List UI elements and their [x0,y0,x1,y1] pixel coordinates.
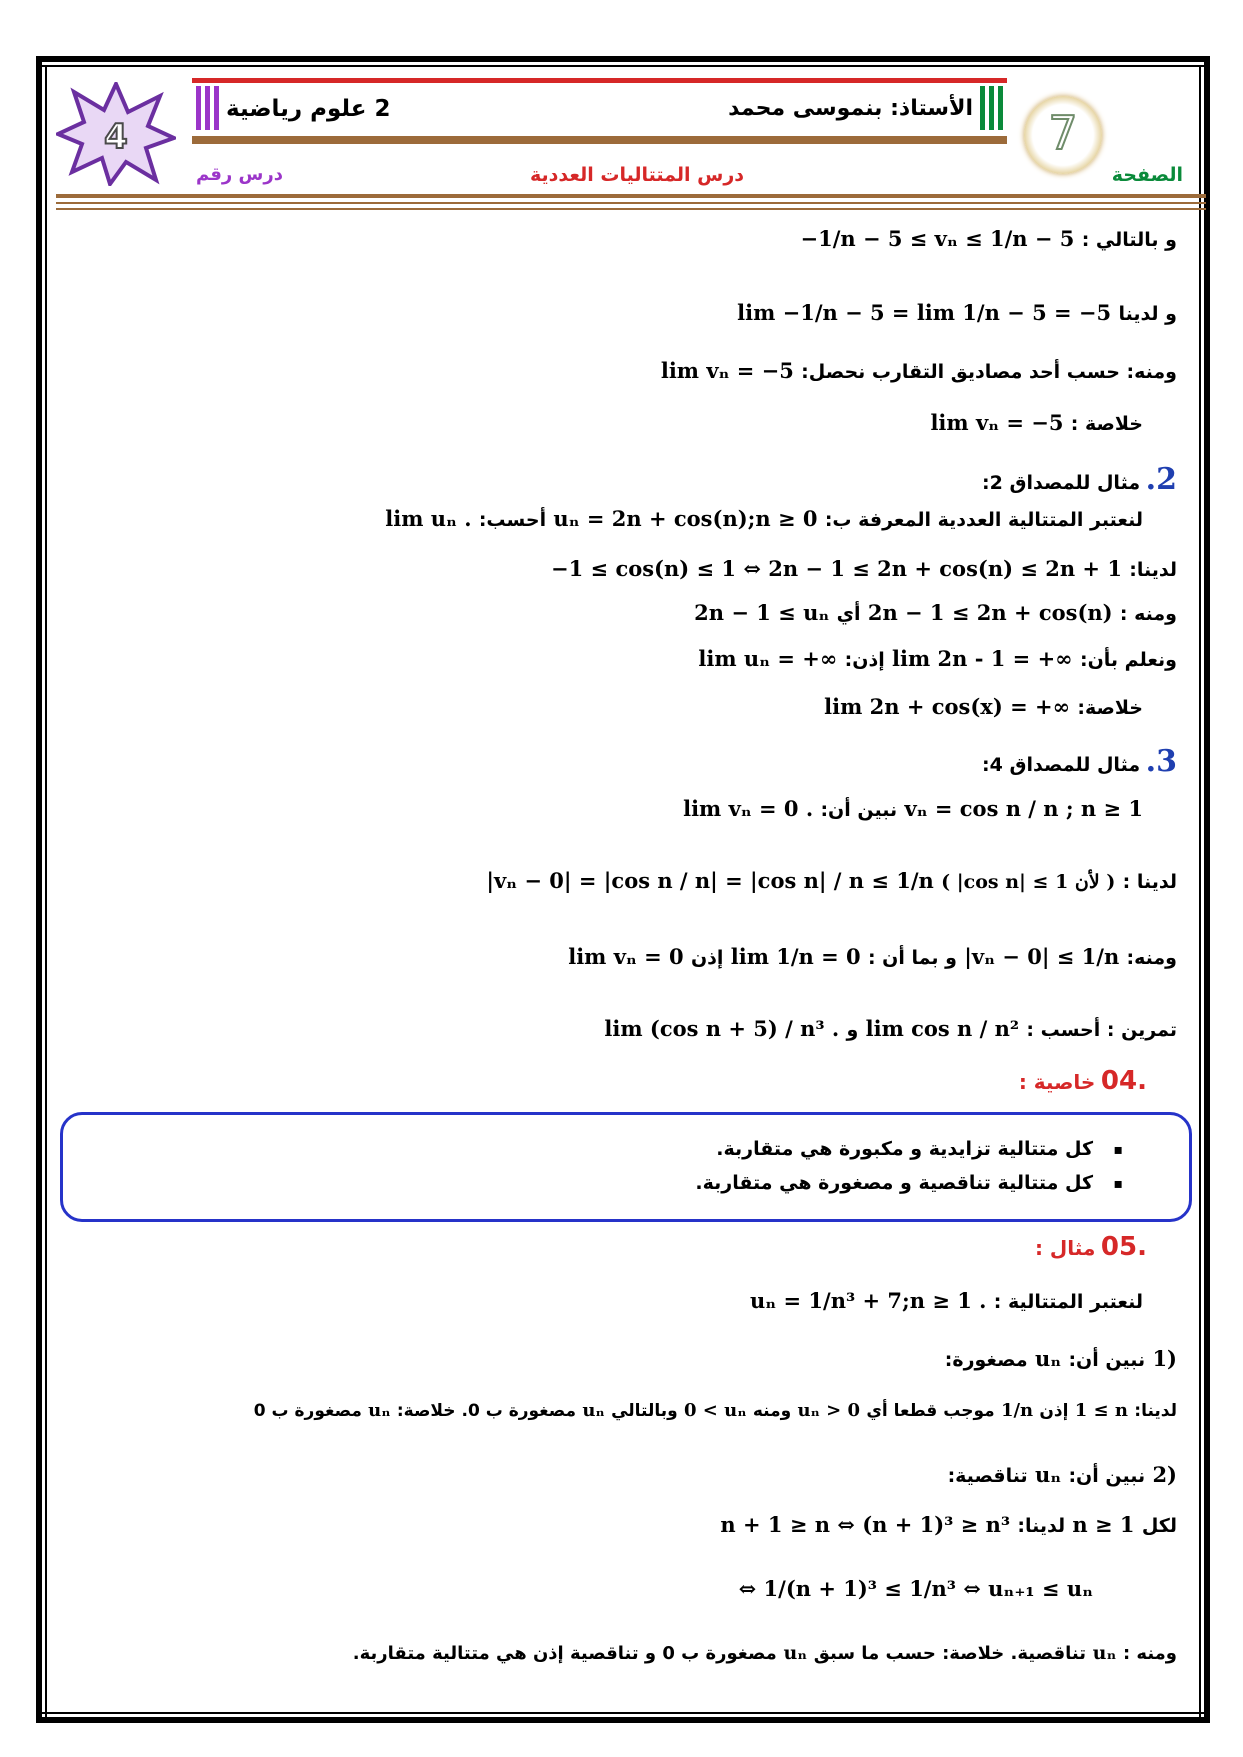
property-box [60,1112,1192,1222]
content-line: خلاصة: lim 2n + cos(x) = +∞ [824,694,1143,719]
section-heading-property: .04 خاصية : [1018,1066,1147,1096]
teacher-label: الأستاذ: بنموسى محمد [728,96,973,121]
green-stripes-decoration [980,86,1003,130]
frame-right-thin [1199,65,1201,1717]
frame-right [1204,56,1210,1723]
content-line: ومنه: |vₙ − 0| ≤ 1/n و بما أن : lim 1/n = 0 إذن lim vₙ = 0 [568,944,1177,969]
content-line: vₙ = cos n / n ; n ≥ 1 نبين أن: lim vₙ = 0 . [683,796,1143,821]
frame-left-thin [45,65,47,1717]
subsection-heading: 2. مثال للمصداق 2: [982,462,1177,497]
page-label: الصفحة [1111,164,1183,186]
content-line: و لدينا lim −1/n − 5 = lim 1/n − 5 = −5 [737,300,1177,325]
content-line: ومنه: حسب أحد مصاديق التقارب نحصل: lim vₙ = −5 [660,358,1177,383]
lesson-title: درس المتتاليات العددية [530,164,745,186]
content-line: تمرين : أحسب : lim cos n / n² و lim (cos n + 5) / n³ . [604,1016,1177,1041]
section-heading-example: .05 مثال : [1034,1232,1147,1262]
content-line: لنعتبر المتتالية : uₙ = 1/n³ + 7;n ≥ 1 . [750,1288,1143,1313]
content-line: ومنه : 2n − 1 ≤ 2n + cos(n) أي 2n − 1 ≤ uₙ [694,600,1177,625]
purple-stripes-decoration [196,86,219,130]
grade-label: 2 علوم رياضية [226,96,391,122]
content-line: لدينا: −1 ≤ cos(n) ≤ 1 ⇔ 2n − 1 ≤ 2n + cos(n) ≤ 2n + 1 [551,556,1177,581]
frame-left [36,56,42,1723]
frame-bottom-thick [36,1717,1210,1723]
content-line: 2) نبين أن: uₙ تناقصية: [947,1462,1177,1487]
header-red-bar [192,78,1007,83]
lesson-number-label: درس رقم [196,164,283,185]
header-brown-rule [56,202,1206,204]
header-brown-rule [56,208,1206,210]
lesson-number: 4 [104,117,128,157]
content-line: لدينا : ( |cos n| ≤ 1 لأن ) |vₙ − 0| = |cos n / n| = |cos n| / n ≤ 1/n [486,868,1177,893]
content-line: 1) نبين أن: uₙ مصغورة: [944,1346,1177,1371]
subsection-heading: 3. مثال للمصداق 4: [982,744,1177,779]
frame-bottom-thin [36,1712,1210,1714]
page-number: 7 [1048,106,1078,160]
box-item: ▪ كل متتالية تزايدية و مكبورة هي متقاربة. [716,1138,1093,1160]
content-line: لنعتبر المتتالية العددية المعرفة ب: uₙ = 2n + cos(n);n ≥ 0 أحسب: lim uₙ . [385,506,1143,531]
frame-top-thick [36,56,1210,62]
content-line: لكل n ≥ 1 لدينا: n + 1 ≥ n ⇔ (n + 1)³ ≥ n³ [720,1512,1177,1537]
header-brown-bar [192,136,1007,144]
header-brown-rule [56,194,1206,198]
content-line: ⇔ 1/(n + 1)³ ≤ 1/n³ ⇔ uₙ₊₁ ≤ uₙ [738,1576,1093,1601]
content-line: و بالتالي : −1/n − 5 ≤ vₙ ≤ 1/n − 5 [800,226,1177,251]
box-item: ▪ كل متتالية تناقصية و مصغورة هي متقاربة. [695,1172,1093,1194]
content-line: خلاصة : lim vₙ = −5 [930,410,1143,435]
content-line: لدينا: 1 ≤ n إذن 1/n موجب قطعا أي uₙ > 0 ومنه 0 < uₙ وبالتالي uₙ مصغورة ب 0. خلاصة: uₙ مصغورة ب 0 [253,1400,1177,1421]
frame-top-thin [36,65,1210,67]
content-line: ونعلم بأن: lim 2n - 1 = +∞ إذن: lim uₙ = +∞ [698,646,1177,671]
content-line: ومنه : uₙ تناقصية. خلاصة: حسب ما سبق uₙ مصغورة ب 0 و تناقصية إذن هي متتالية متقاربة. [352,1642,1177,1664]
page-number-circle-icon [1024,96,1102,174]
lesson-number-star-icon [56,82,176,186]
